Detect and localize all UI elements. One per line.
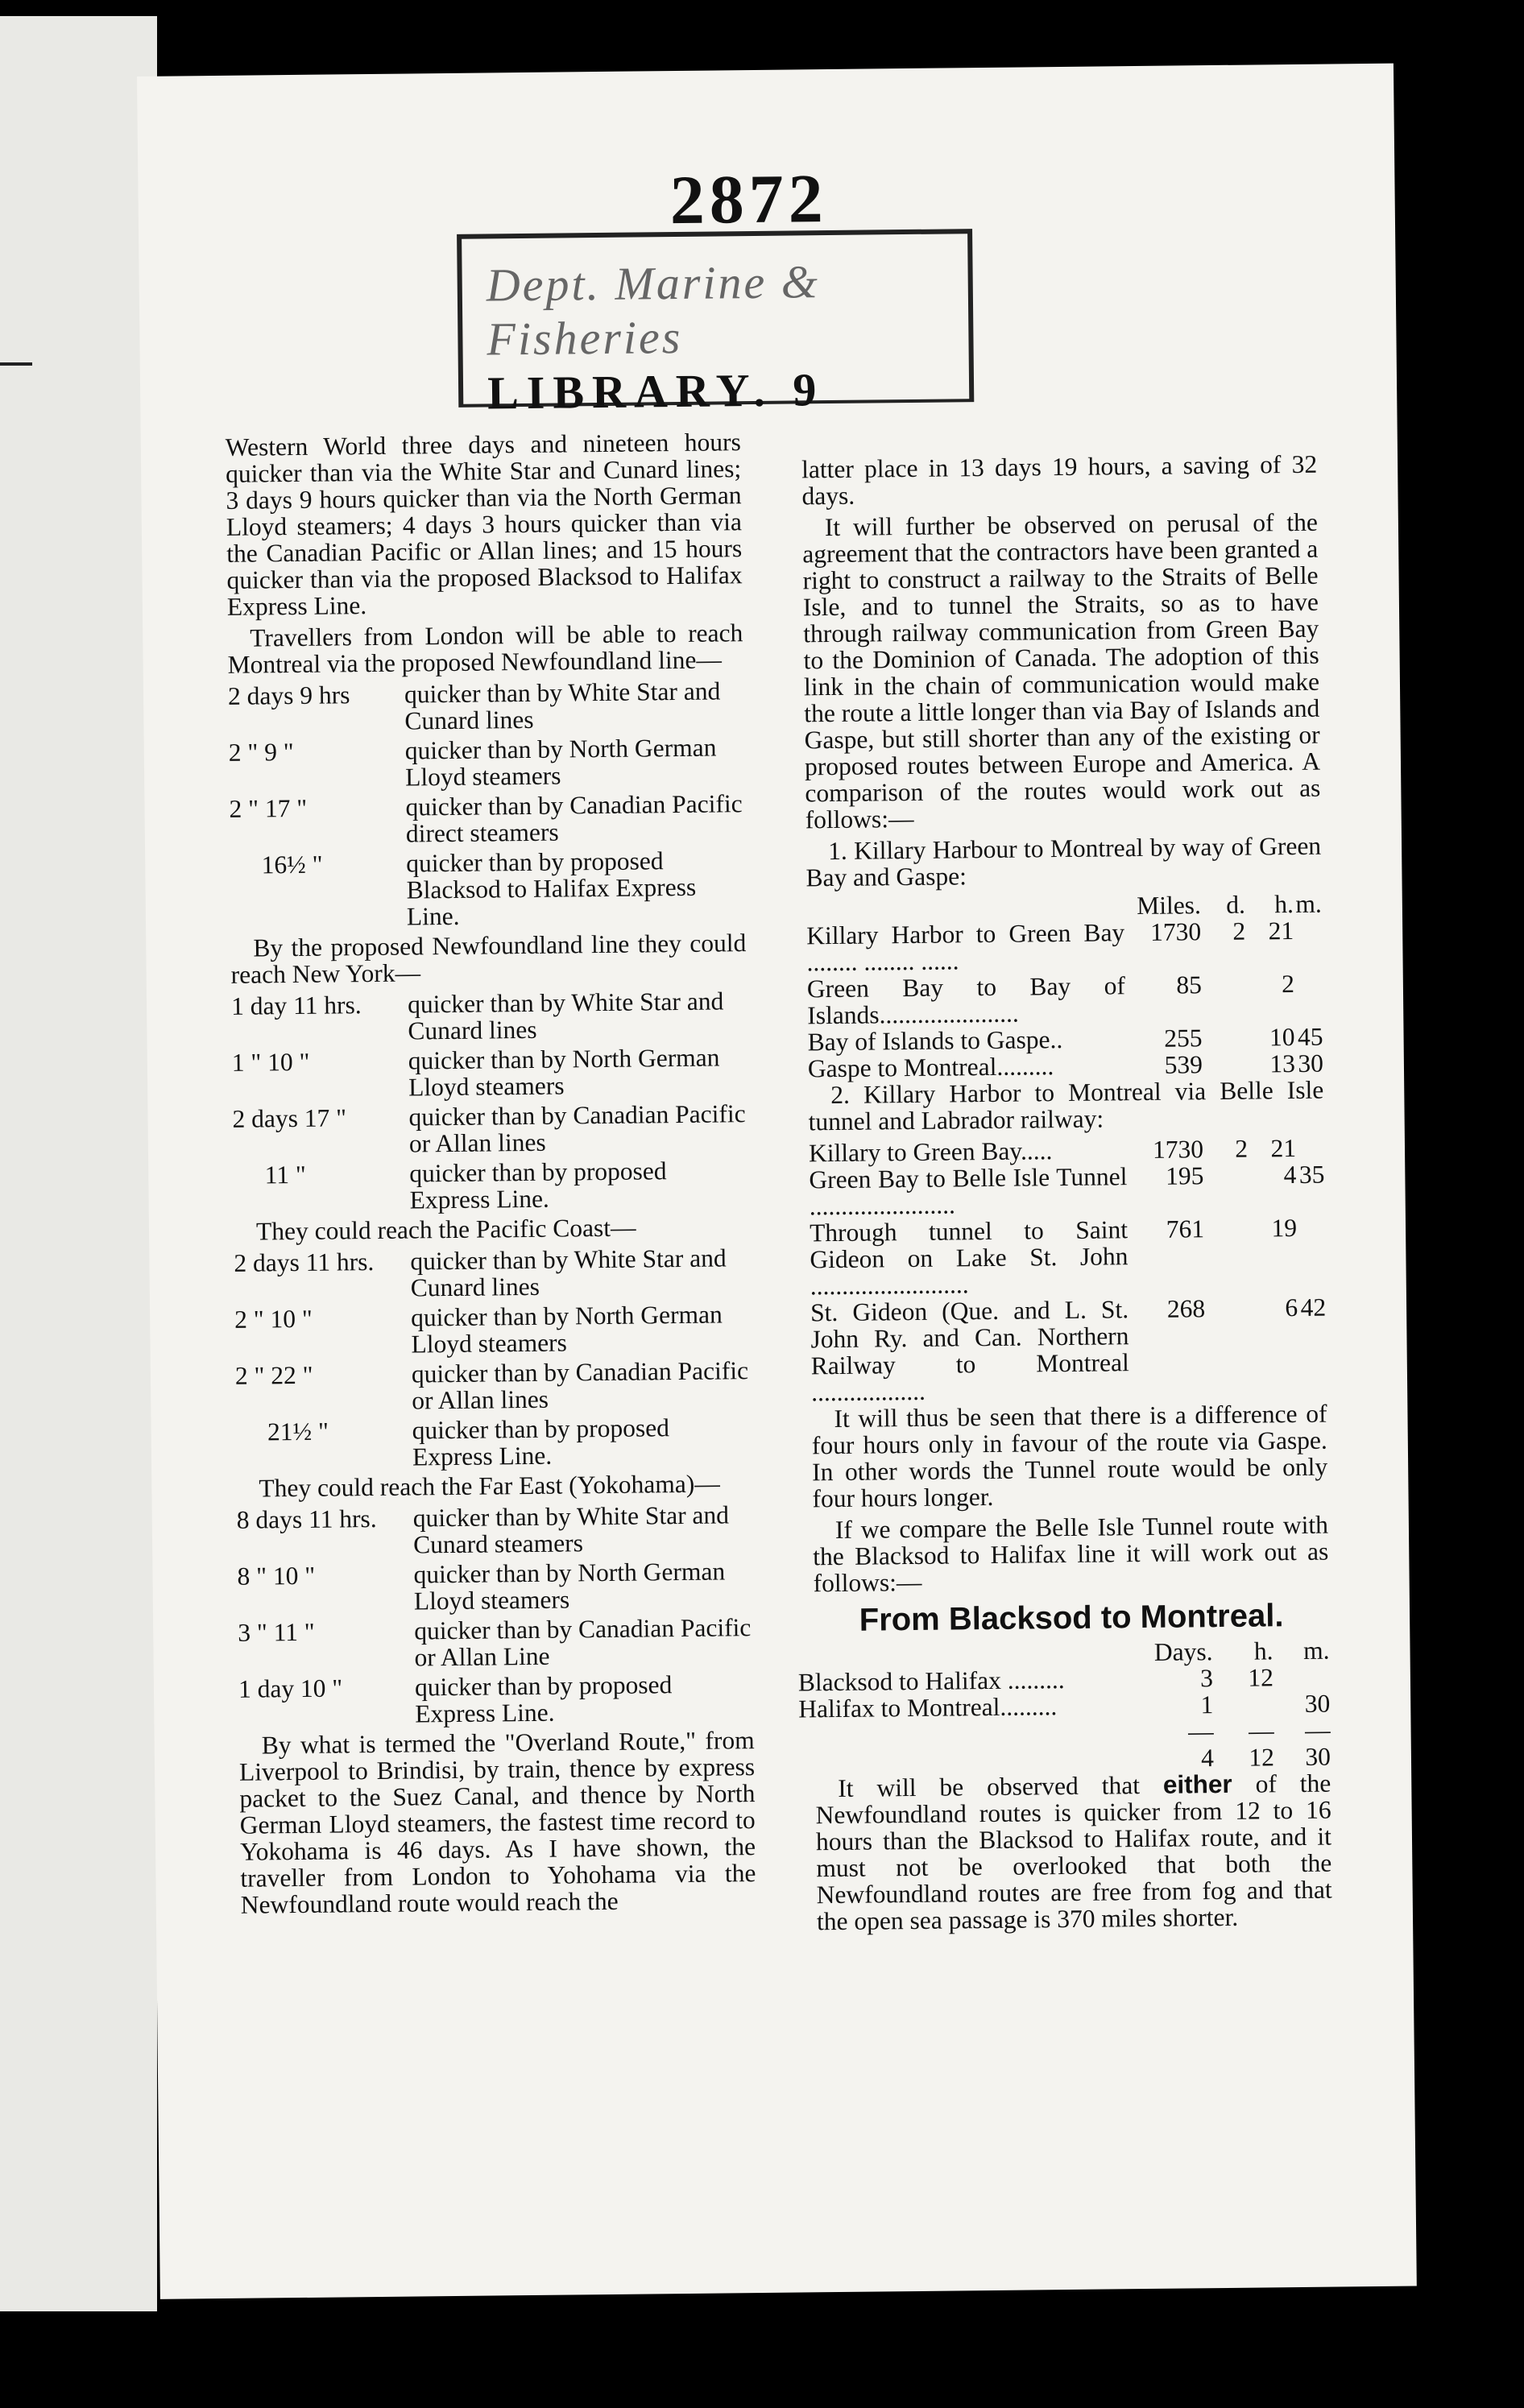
list-item [238, 1614, 754, 1673]
time-diff: 16½ " [230, 850, 323, 879]
time-diff: 8 days 11 hrs. [236, 1504, 377, 1534]
minutes [1296, 1135, 1324, 1161]
place: Gaspe to Montreal......... [807, 1052, 1054, 1083]
time-diff: 1 day 11 hrs. [230, 991, 362, 1020]
list-item [232, 1100, 748, 1159]
minutes [1294, 970, 1323, 1024]
route-table-tunnel [809, 1135, 1327, 1406]
table-row [809, 1135, 1324, 1167]
place: Killary to Green Bay..... [808, 1136, 1053, 1168]
place: Bay of Islands to Gaspe.. [807, 1025, 1063, 1057]
days [1204, 1215, 1249, 1296]
col-m: m. [1302, 1636, 1330, 1665]
hours: 2 [1281, 970, 1295, 999]
description: quicker than by White Star and Cunard lines [410, 1243, 727, 1302]
stamp-line-2: LIBRARY. 9 [487, 363, 825, 420]
hours: 21 [1268, 916, 1294, 945]
place: St. Gideon (Que. and L. St. John Ry. and Can. Northern Railway to Montreal .................. [810, 1295, 1129, 1407]
description: quicker than by North German Lloyd steamers [404, 733, 717, 792]
library-stamp [457, 229, 974, 420]
description: quicker than by Canadian Pacific direct steamers [405, 789, 743, 848]
document-page [137, 64, 1417, 2299]
list-item [233, 1156, 749, 1215]
description: quicker than by Canadian Pacific or Allan lines [411, 1356, 749, 1415]
minutes: 45 [1297, 1022, 1323, 1051]
text-run: of the Newfoundland routes is quicker from 12 to 16 hours than the Blacksod to Halifax route, and it must not be overlooked that both the Newfoundland routes are free from fog and that the open sea passage is 370 miles shorter. [815, 1769, 1332, 1936]
col-m: m. [1295, 889, 1323, 918]
time-diff: 8 " 10 " [237, 1561, 316, 1591]
right-column [797, 449, 1332, 1940]
table-row [810, 1214, 1326, 1300]
col-miles: Miles. [1137, 891, 1202, 921]
margin-mark [0, 362, 32, 366]
total-days: 4 [1201, 1744, 1215, 1773]
description: quicker than by North German Lloyd steamers [410, 1300, 723, 1359]
text-run: It will be observed that [838, 1770, 1164, 1803]
comparison-list-new-york [231, 987, 749, 1215]
miles: 85 [1176, 970, 1203, 999]
place: Through tunnel to Saint Gideon on Lake St. John ......................... [809, 1215, 1129, 1301]
paragraph [815, 1770, 1332, 1935]
paragraph: latter place in 13 days 19 hours, a saving of 32 days. [801, 449, 1318, 511]
miles: 1730 [1152, 1135, 1204, 1164]
place: Killary Harbor to Green Bay ........ ........ ...... [806, 918, 1125, 977]
comparison-list-far-east [237, 1501, 755, 1729]
description: quicker than by proposed Blacksod to Halifax Express Line. [406, 846, 697, 931]
minutes [1297, 1214, 1326, 1294]
paragraph: Western World three days and nineteen hours quicker than via the White Star and Cunard lines; 3 days 9 hours quicker than via the North German Lloyd steamers; 4 days 3 hours quicker than via the Canadian Pacific or Allan lines; and 15 hours quicker than via the proposed Blacksod to Halifax Express Line. [225, 428, 743, 621]
place: Green Bay to Bay of Islands...................... [806, 971, 1126, 1030]
table-row [807, 970, 1323, 1029]
page-number: 2872 [669, 159, 829, 239]
col-h: h. [1253, 1636, 1273, 1665]
days [1202, 971, 1247, 1025]
list-item [228, 677, 744, 736]
description: quicker than by proposed Express Line. [414, 1670, 673, 1728]
description: quicker than by Canadian Pacific or Allan Line [414, 1613, 752, 1672]
days [1205, 1295, 1250, 1402]
time-diff: 2 " 17 " [229, 793, 308, 823]
place: Blacksod to Halifax ......... [797, 1665, 1065, 1697]
list-item [230, 846, 746, 932]
list-item [231, 987, 748, 1046]
stamp-line-1: Dept. Marine & Fisheries [486, 255, 821, 366]
time-diff: 11 " [233, 1160, 306, 1190]
hours: 13 [1269, 1049, 1296, 1078]
list-item [235, 1357, 752, 1416]
route-title: 2. Killary Harbor to Montreal via Belle Isle tunnel and Labrador railway: [808, 1075, 1324, 1136]
table-row [798, 1664, 1330, 1696]
list-item [234, 1244, 750, 1303]
left-column [226, 428, 756, 1923]
description: quicker than by Canadian Pacific or Allan lines [408, 1099, 746, 1158]
paragraph: Travellers from London will be able to reach Montreal via the proposed Newfoundland line— [227, 619, 743, 679]
list-item [229, 790, 745, 849]
miles: 255 [1164, 1024, 1203, 1053]
days: 2 [1235, 1134, 1249, 1163]
days [1203, 1162, 1249, 1216]
list-item [235, 1413, 752, 1472]
hours: 12 [1248, 1663, 1274, 1692]
hours: 19 [1271, 1213, 1298, 1243]
days: 3 [1199, 1664, 1214, 1693]
dash: — [1304, 1715, 1331, 1744]
table-row [809, 1161, 1325, 1220]
paragraph: By what is termed the "Overland Route," from Liverpool to Brindisi, by train, thence by express packet to the Suez Canal, and thence by North German Lloyd steamers, the fastest time record to Yokohama is 46 days. As I have shown, the traveller from London to Yohohama via the Newfoundland route would reach the [238, 1726, 756, 1919]
time-diff: 1 day 10 " [238, 1674, 343, 1703]
minutes: 30 [1304, 1689, 1331, 1718]
table-row [810, 1294, 1327, 1406]
hours [1213, 1690, 1273, 1718]
paragraph: It will thus be seen that there is a difference of four hours only in favour of the route via Gaspe. In other words the Tunnel route would be only four hours longer. [811, 1399, 1328, 1513]
place: Green Bay to Belle Isle Tunnel ....................... [809, 1162, 1128, 1221]
days: 1 [1200, 1690, 1214, 1719]
section-heading: From Blacksod to Montreal. [859, 1598, 1284, 1638]
blacksod-table [797, 1637, 1331, 1776]
miles: 539 [1164, 1050, 1203, 1079]
description: quicker than by North German Lloyd steamers [408, 1043, 720, 1102]
time-diff: 2 days 17 " [232, 1103, 347, 1133]
time-diff: 1 " 10 " [231, 1047, 310, 1077]
description: quicker than by proposed Express Line. [412, 1413, 670, 1471]
total-hours: 12 [1249, 1743, 1275, 1772]
minutes [1273, 1664, 1330, 1691]
time-diff: 2 " 10 " [234, 1304, 313, 1334]
hours: 21 [1270, 1134, 1297, 1163]
comparison-list-montreal [228, 677, 746, 932]
list-item [229, 734, 745, 792]
description: quicker than by North German Lloyd steamers [413, 1557, 726, 1616]
minutes: 42 [1300, 1293, 1327, 1322]
list-item [237, 1558, 753, 1616]
description: quicker than by White Star and Cunard steamers [412, 1500, 730, 1559]
list-item [232, 1044, 748, 1103]
time-diff: 2 days 9 hrs [227, 681, 350, 710]
underlying-sheet [0, 16, 157, 2311]
description: quicker than by proposed Express Line. [409, 1156, 667, 1214]
dash: — [1187, 1717, 1214, 1746]
comparison-list-pacific [234, 1244, 752, 1472]
miles: 268 [1166, 1294, 1206, 1323]
description: quicker than by White Star and Cunard lines [407, 987, 724, 1045]
miles: 761 [1166, 1214, 1205, 1243]
paragraph: They could reach the Far East (Yokohama)— [259, 1469, 720, 1503]
time-diff: 2 days 11 hrs. [234, 1247, 375, 1277]
days [1202, 1024, 1246, 1052]
time-diff: 2 " 22 " [234, 1360, 313, 1390]
minutes: 35 [1298, 1160, 1325, 1189]
list-item [234, 1301, 751, 1359]
col-d: d. [1226, 890, 1246, 919]
list-item [237, 1501, 753, 1560]
col-days: Days. [1153, 1637, 1213, 1666]
dash: — [1248, 1716, 1274, 1745]
time-diff: 2 " 9 " [228, 738, 294, 767]
miles: 195 [1165, 1161, 1204, 1190]
hours: 10 [1269, 1023, 1295, 1052]
days: 2 [1232, 916, 1246, 945]
table-row [806, 917, 1323, 976]
place: Halifax to Montreal......... [798, 1692, 1058, 1723]
minutes [1294, 917, 1323, 970]
paragraph: By the proposed Newfoundland line they could reach New York— [230, 929, 747, 989]
route-table-gaspe [806, 891, 1323, 1082]
time-diff: 21½ " [235, 1417, 329, 1446]
minutes: 30 [1298, 1049, 1324, 1078]
total-minutes: 30 [1305, 1742, 1331, 1771]
paragraph: They could reach the Pacific Coast— [255, 1213, 636, 1246]
paragraph: It will further be observed on perusal of the agreement that the contractors have been granted a right to construct a railway to the Straits of Belle Isle, and to tunnel the Straits, so as to have through railway communication from Green Bay to the Dominion of Canada. The adoption of this link in the chain of communication would make the route a little longer than via Bay of Islands and Gaspe, but still shorter than any of the existing or proposed routes between Europe and America. A comparison of the routes would work out as follows:— [802, 507, 1321, 834]
paragraph: If we compare the Belle Isle Tunnel route with the Blacksod to Halifax line it will work out as follows:— [813, 1510, 1329, 1598]
emphasis: either [1162, 1769, 1232, 1799]
description: quicker than by White Star and Cunard lines [404, 676, 721, 735]
time-diff: 3 " 11 " [238, 1617, 315, 1647]
route-title: 1. Killary Harbour to Montreal by way of Green Bay and Gaspe: [805, 831, 1322, 892]
col-h: h. [1274, 890, 1294, 919]
hours: 4 [1283, 1161, 1297, 1190]
days [1203, 1051, 1247, 1078]
list-item [238, 1670, 755, 1729]
miles: 1730 [1150, 917, 1202, 946]
hours: 6 [1285, 1293, 1298, 1322]
